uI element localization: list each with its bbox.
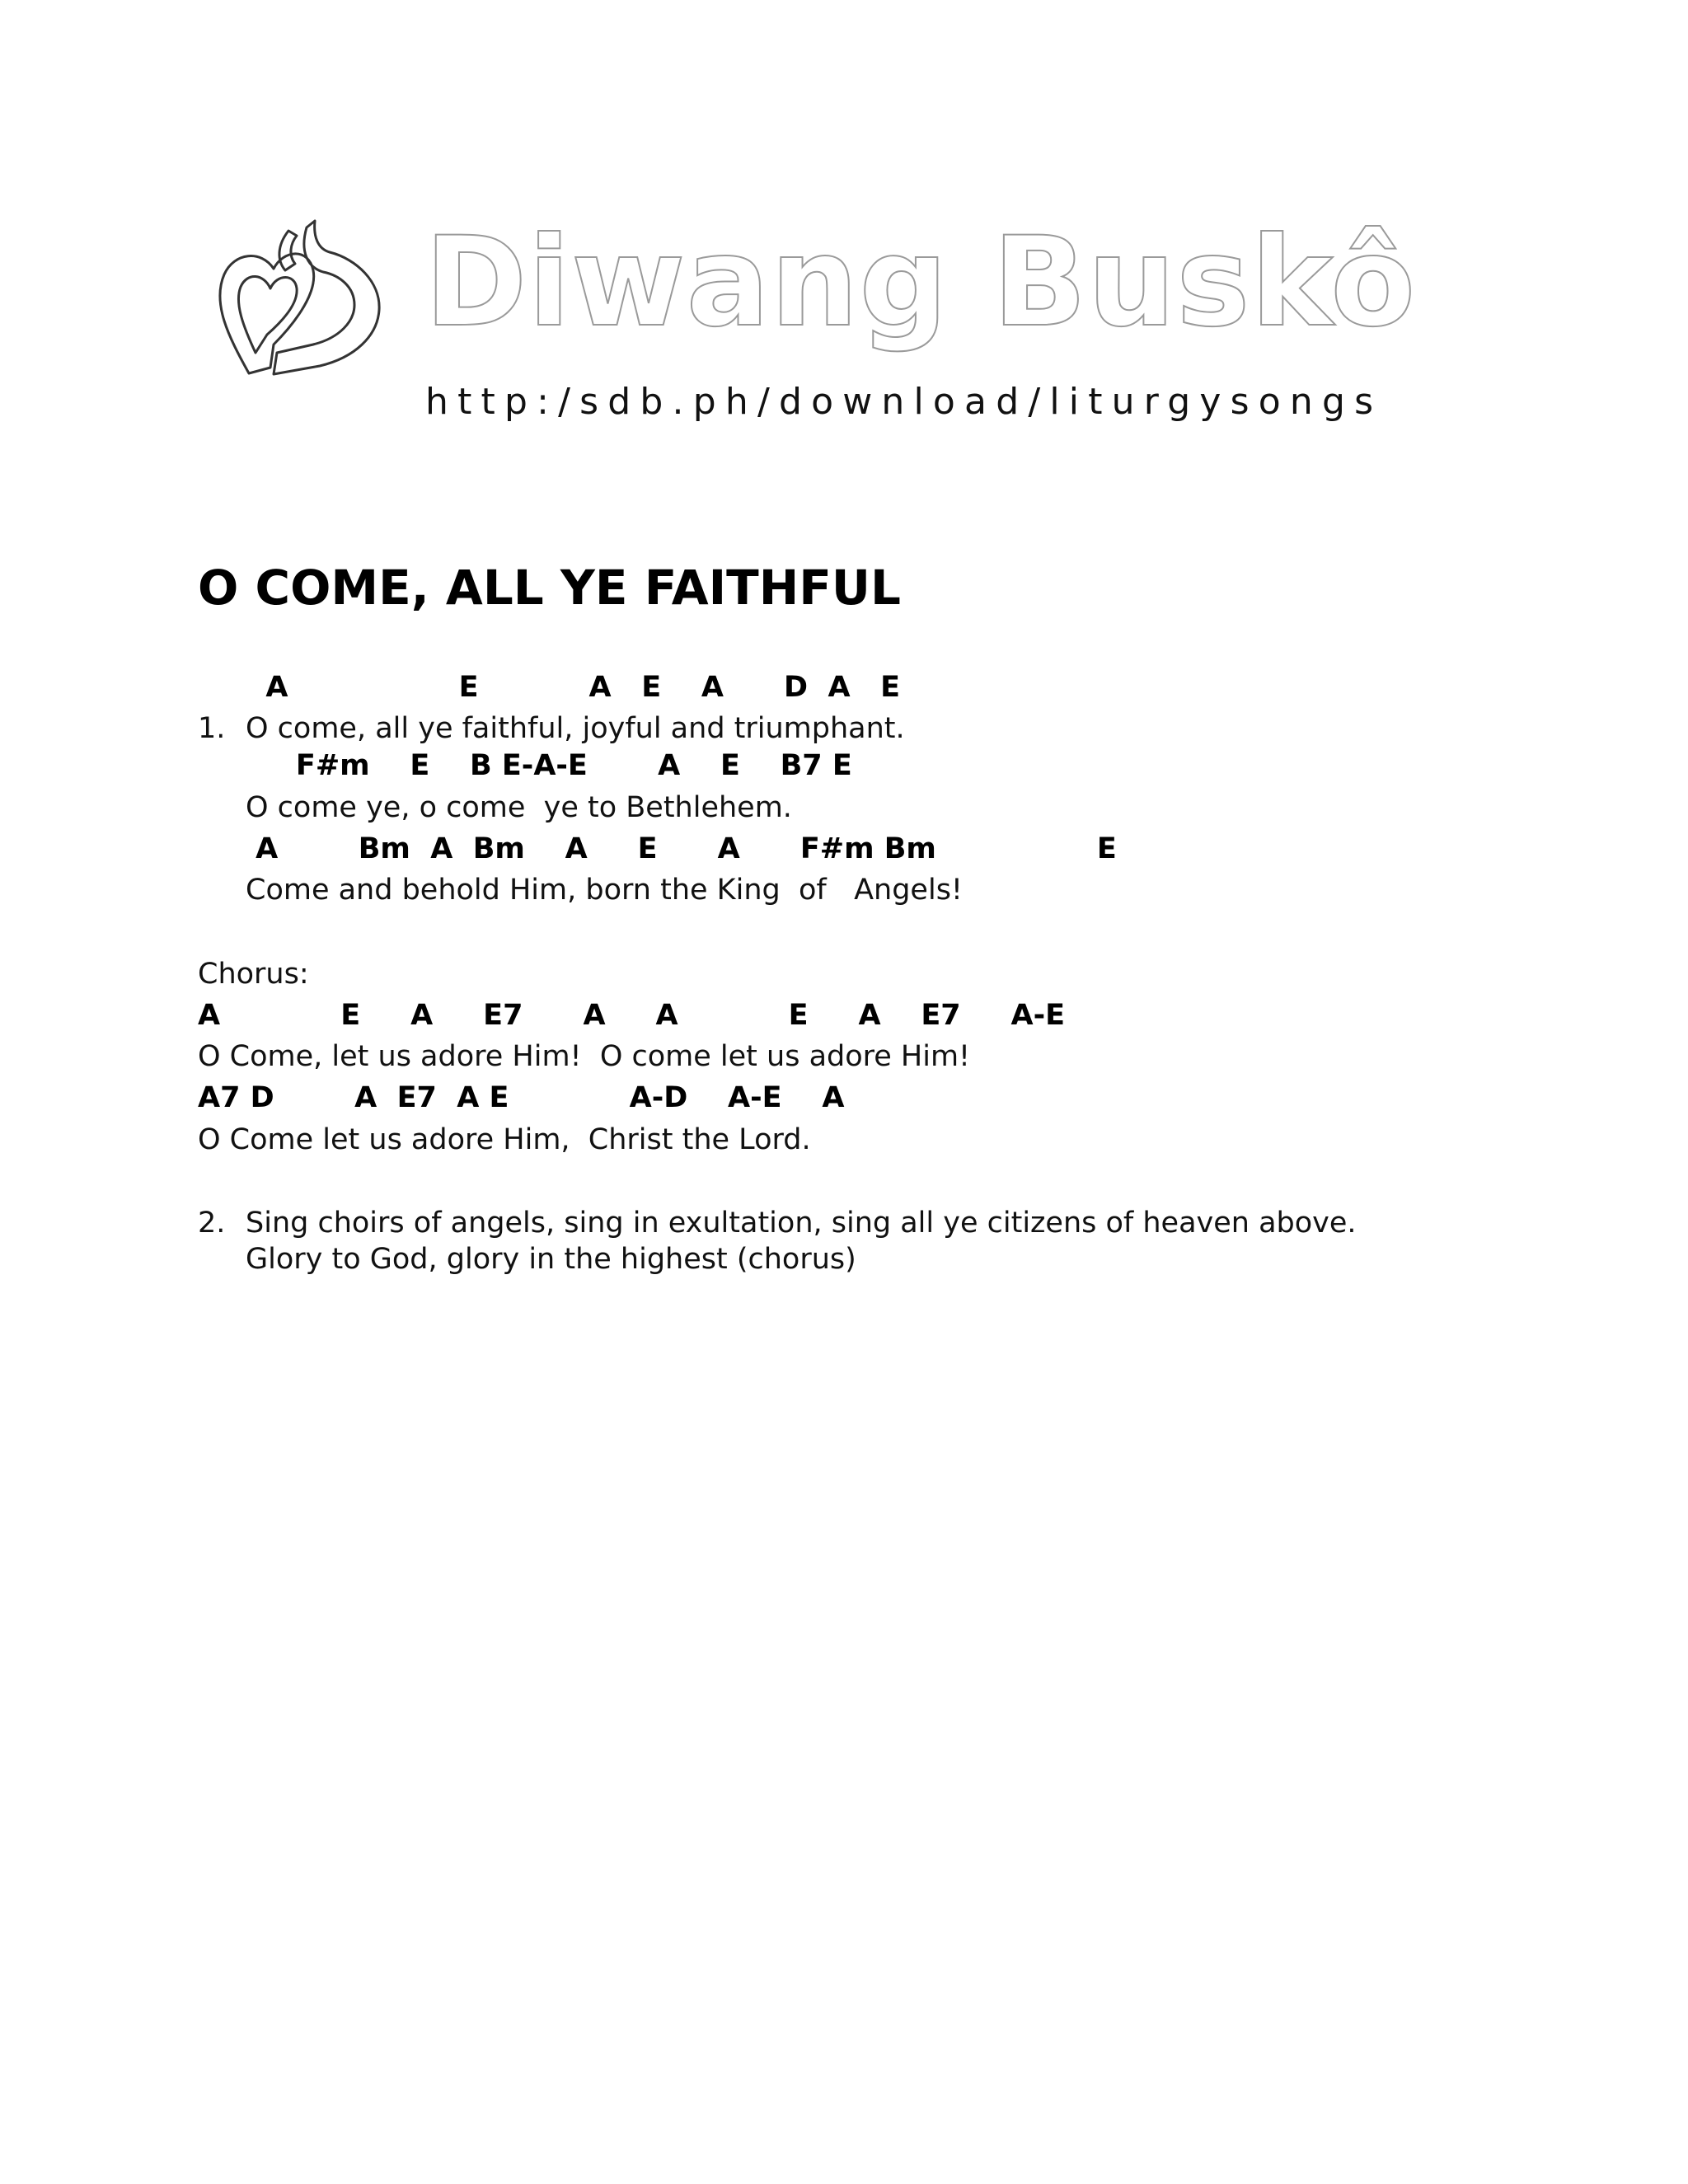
- verse2-line1: Sing choirs of angels, sing in exultation, sing all ye citizens of heaven above.: [246, 1207, 1357, 1240]
- song-title: O COME, ALL YE FAITHFUL: [198, 560, 901, 616]
- download-url: http:/sdb.ph/download/liturgysongs: [425, 381, 1383, 423]
- chorus-line1-chords: A E A E7 A A E A E7 A-E: [198, 999, 1066, 1032]
- verse1-line2-lyrics: O come ye, o come ye to Bethlehem.: [246, 791, 792, 824]
- chorus-line2-lyrics: O Come let us adore Him, Christ the Lord.: [198, 1123, 811, 1156]
- brand-wordmark: Diwang Buskô: [424, 211, 1417, 354]
- verse1-line3-lyrics: Come and behold Him, born the King of Angels!: [246, 874, 963, 907]
- chorus-label: Chorus:: [198, 958, 309, 991]
- verse1-line3-chords: A Bm A Bm A E A F#m Bm E: [246, 832, 1117, 865]
- verse2-line2: Glory to God, glory in the highest (chorus): [246, 1243, 856, 1276]
- chorus-line1-lyrics: O Come, let us adore Him! O come let us adore Him!: [198, 1040, 971, 1073]
- verse1-line1-chords: A E A E A D A E: [246, 671, 901, 704]
- verse1-line1-lyrics: O come, all ye faithful, joyful and triumphant.: [246, 712, 905, 745]
- verse1-number: 1.: [198, 712, 226, 745]
- verse1-line2-chords: F#m E B E-A-E A E B7 E: [246, 749, 852, 782]
- verse2-number: 2.: [198, 1207, 226, 1240]
- chorus-line2-chords: A7 D A E7 A E A-D A-E A: [198, 1081, 845, 1114]
- diwang-busko-logo-icon: [216, 213, 389, 377]
